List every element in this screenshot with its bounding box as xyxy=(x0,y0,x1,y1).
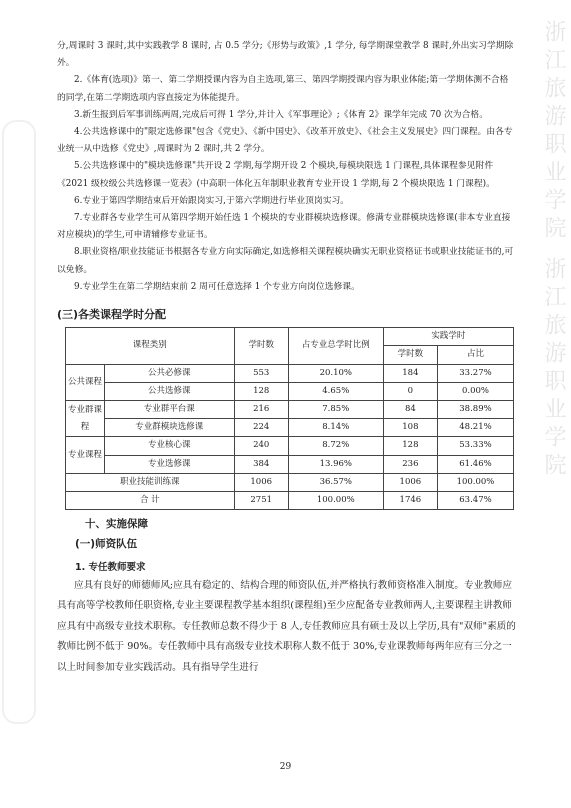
course-name: 公共必修课 xyxy=(105,364,235,382)
table-total-row xyxy=(66,492,514,510)
note-paragraph: 2.《体育(选项)》第一、第二学期授课内容为自主选项,第三、第四学期授课内容为职业体能;第一学期体测不合格的同学,在第二学期选项内容直接定为体能提升。 xyxy=(57,75,509,103)
note-paragraph: 分,周课时 3 课时,其中实践教学 8 课时, 占 0.5 学分;《形势与政策》,1 学分, 每学期课堂教学 8 课时,外出实习学期除外。 xyxy=(57,41,514,69)
practice-hours: 0 xyxy=(383,382,437,400)
course-hours: 224 xyxy=(234,419,288,437)
header-practice-hours: 学时数 xyxy=(383,346,437,364)
practice-ratio: 33.27% xyxy=(437,364,513,382)
chapter-heading: 十、实施保障 xyxy=(85,518,148,531)
practice-hours: 184 xyxy=(383,364,437,382)
hours-table xyxy=(65,327,514,510)
course-ratio: 36.57% xyxy=(288,473,383,491)
total-label: 合 计 xyxy=(66,492,235,510)
watermark: 浙江旅游职业学院 浙江旅游职业学院 xyxy=(541,20,566,481)
practice-ratio: 61.46% xyxy=(437,455,513,473)
practice-ratio: 0.00% xyxy=(437,382,513,400)
header-ratio: 占专业总学时比例 xyxy=(288,328,383,364)
practice-ratio: 100.00% xyxy=(437,473,513,491)
total-ratio: 100.00% xyxy=(288,492,383,510)
course-ratio: 20.10% xyxy=(288,364,383,382)
course-ratio: 4.65% xyxy=(288,382,383,400)
table-row xyxy=(66,473,514,491)
course-name: 专业核心课 xyxy=(105,437,235,455)
practice-hours: 84 xyxy=(383,401,437,419)
practice-hours: 108 xyxy=(383,419,437,437)
group-label: 专业课程 xyxy=(66,437,105,473)
practice-hours: 1006 xyxy=(383,473,437,491)
total-practice-ratio: 63.47% xyxy=(437,492,513,510)
course-name: 公共选修课 xyxy=(105,382,235,400)
course-ratio: 13.96% xyxy=(288,455,383,473)
course-ratio: 7.85% xyxy=(288,401,383,419)
header-category: 课程类别 xyxy=(66,328,235,364)
course-hours: 1006 xyxy=(234,473,288,491)
practice-hours: 236 xyxy=(383,455,437,473)
practice-ratio: 48.21% xyxy=(437,419,513,437)
subsection-heading: 1. 专任教师要求 xyxy=(75,561,146,573)
course-hours: 384 xyxy=(234,455,288,473)
note-paragraph: 6.专业于第四学期结束后开始跟岗实习,于第六学期进行毕业顶岗实习。 xyxy=(74,195,350,206)
body-paragraph: 应具有良好的师德师风;应具有稳定的、结构合理的师资队伍,并严格执行教师资格准入制度。专业教师应具有高等学校教师任职资格,专业主要课程教学基本组织(课程组)至少应配备专业教师两人,主要课程主讲教师应具有中高级专业技术职称。专任教师总数不得少于 8 人,专任教师应具有硕士及以上学历,具有"双师"素质的教师比例不低于 90%。专任教师中具有高级专业技术职称人数不低于 30%,专业课教师每两年应有三分之一以上时间参加专业实践活动。具有指导学生进行 xyxy=(57,579,516,673)
section-title: (三)各类课程学时分配 xyxy=(57,308,167,322)
course-hours: 553 xyxy=(234,364,288,382)
course-hours: 128 xyxy=(234,382,288,400)
header-practice-ratio: 占比 xyxy=(437,346,513,364)
section-heading: (一)师资队伍 xyxy=(75,538,138,551)
page-number: 29 xyxy=(279,762,292,772)
page-content xyxy=(57,38,517,678)
note-paragraph: 7.专业群各专业学生可从第四学期开始任选 1 个模块的专业群模块选修课。修满专业群模块选修课(非本专业直接对应模块)的学生,可申请辅修专业证书。 xyxy=(57,213,511,241)
total-practice-hours: 1746 xyxy=(383,492,437,510)
note-paragraph: 9.专业学生在第二学期结束前 2 周可任意选择 1 个专业方向岗位选修课。 xyxy=(74,281,360,292)
header-hours: 学时数 xyxy=(234,328,288,364)
course-ratio: 8.14% xyxy=(288,419,383,437)
course-name: 专业群平台课 xyxy=(105,401,235,419)
course-hours: 240 xyxy=(234,437,288,455)
table-row xyxy=(66,401,514,419)
note-paragraph: 8.职业资格/职业技能证书根据各专业方向实际确定,如选修相关课程模块确实无职业资格证书或职业技能证书的,可以免修。 xyxy=(57,247,514,275)
course-hours: 216 xyxy=(234,401,288,419)
group-label: 公共课程 xyxy=(66,364,105,400)
note-paragraph: 5.公共选修课中的"模块选修课"共开设 2 学期,每学期开设 2 个模块,每模块限选 1 门课程,具体课程参见附件《2021 级校级公共选修课一览表》(中高职一体化五年制职业教育专业开设 1 学期,每 2 个模块限选 1 门课程)。 xyxy=(57,161,495,189)
practice-ratio: 38.89% xyxy=(437,401,513,419)
course-name: 职业技能训练课 xyxy=(66,473,235,491)
note-paragraph: 3.新生报到后军事训练两周,完成后可得 1 学分,并计入《军事理论》;《体育 2》课学年完成 70 次为合格。 xyxy=(74,109,488,120)
table-row xyxy=(66,455,514,473)
table-row xyxy=(66,419,514,437)
note-paragraph: 4.公共选修课中的"限定选修课"包含《党史》、《新中国史》、《改革开放史》、《社会主义发展史》四门课程。由各专业统一从中选修《党史》,周课时为 2 课时,共 2 学分。 xyxy=(57,127,513,155)
table-row xyxy=(66,382,514,400)
course-name: 专业群模块选修课 xyxy=(105,419,235,437)
course-name: 专业选修课 xyxy=(105,455,235,473)
table-row xyxy=(66,437,514,455)
header-practice: 实践学时 xyxy=(383,328,513,346)
table-row xyxy=(66,364,514,382)
watermark-seal xyxy=(2,120,36,724)
total-hours: 2751 xyxy=(234,492,288,510)
practice-ratio: 53.33% xyxy=(437,437,513,455)
group-label: 专业群课程 xyxy=(66,401,105,437)
course-ratio: 8.72% xyxy=(288,437,383,455)
practice-hours: 128 xyxy=(383,437,437,455)
